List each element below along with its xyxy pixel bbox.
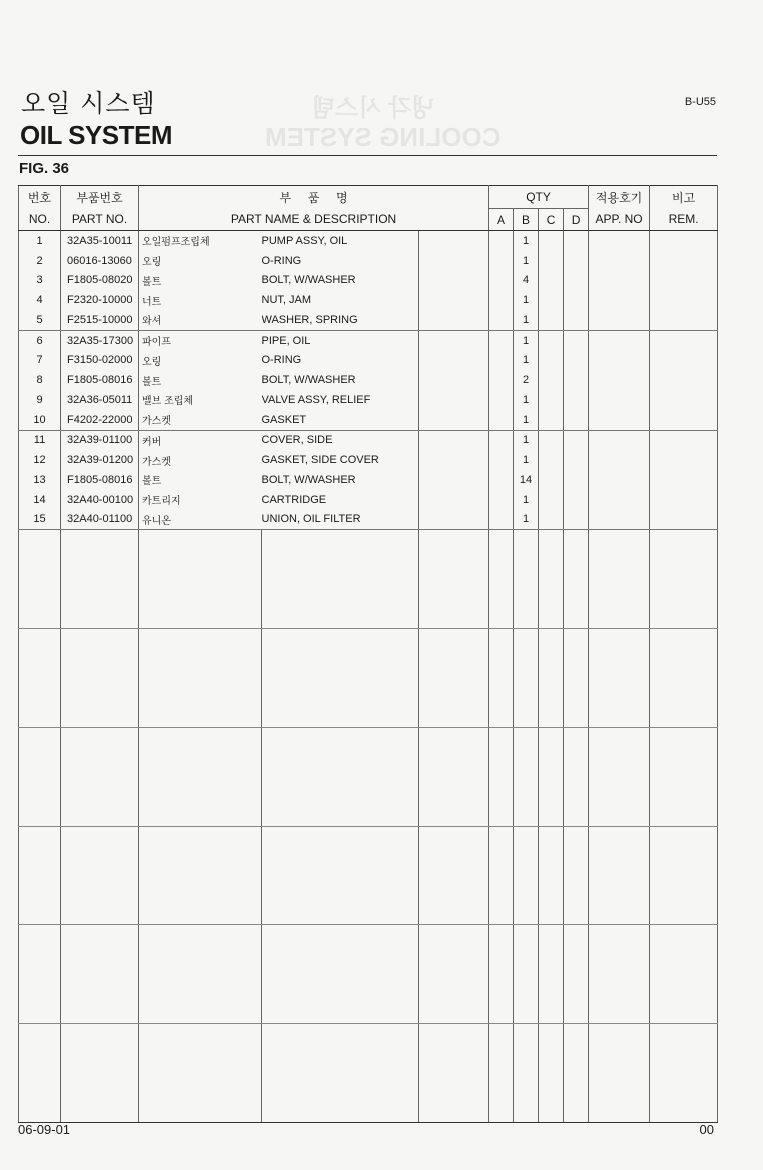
blank-row (19, 925, 718, 1024)
footer-page-number: 00 (699, 1122, 714, 1137)
row-name-english: NUT, JAM (262, 290, 419, 310)
row-qty-c (539, 310, 564, 330)
bleed-through-text: 냉각 시스템 (312, 95, 435, 122)
row-remark (650, 410, 718, 430)
bleed-through-text: COOLING SYSTEM (265, 122, 501, 152)
blank-row (19, 530, 718, 629)
row-name-spacer (419, 430, 489, 450)
col-name-en: PART NAME & DESCRIPTION (139, 209, 489, 231)
row-remark (650, 490, 718, 510)
row-remark (650, 251, 718, 271)
row-name-english: GASKET, SIDE COVER (262, 450, 419, 470)
row-name-spacer (419, 310, 489, 330)
row-qty-d (564, 290, 589, 310)
col-app-en: APP. NO (589, 209, 650, 231)
row-remark (650, 370, 718, 390)
col-qty: QTY (489, 186, 589, 209)
col-part-no-ko: 부품번호 (61, 186, 139, 209)
row-part-number: F2515-10000 (61, 310, 139, 330)
row-qty-b: 1 (514, 351, 539, 371)
row-qty-b: 1 (514, 330, 539, 350)
row-name-korean: 와셔 (139, 310, 262, 330)
row-qty-a (489, 510, 514, 530)
row-part-number: F1805-08016 (61, 370, 139, 390)
table-row (19, 510, 718, 530)
row-qty-b: 1 (514, 390, 539, 410)
row-name-korean: 오링 (139, 351, 262, 371)
row-qty-d (564, 470, 589, 490)
row-app-no (589, 231, 650, 251)
row-remark (650, 390, 718, 410)
table-row (19, 271, 718, 291)
row-name-english: PIPE, OIL (262, 330, 419, 350)
row-qty-c (539, 410, 564, 430)
row-part-number: 32A35-17300 (61, 330, 139, 350)
row-app-no (589, 510, 650, 530)
row-part-number: 32A40-01100 (61, 510, 139, 530)
row-qty-b: 1 (514, 510, 539, 530)
row-qty-a (489, 310, 514, 330)
row-qty-c (539, 370, 564, 390)
row-part-number: F4202-22000 (61, 410, 139, 430)
blank-row (19, 1024, 718, 1123)
col-qty-d: D (564, 209, 589, 231)
col-name-ko: 부 품 명 (139, 186, 489, 209)
row-qty-d (564, 271, 589, 291)
row-qty-b: 1 (514, 290, 539, 310)
col-no-en: NO. (19, 209, 61, 231)
row-qty-b: 14 (514, 470, 539, 490)
row-part-number: 32A39-01100 (61, 430, 139, 450)
row-qty-d (564, 330, 589, 350)
row-name-spacer (419, 510, 489, 530)
row-number: 13 (19, 470, 61, 490)
row-name-korean: 커버 (139, 430, 262, 450)
row-qty-a (489, 390, 514, 410)
row-qty-a (489, 290, 514, 310)
row-name-english: COVER, SIDE (262, 430, 419, 450)
row-number: 3 (19, 271, 61, 291)
row-qty-d (564, 430, 589, 450)
row-part-number: F3150-02000 (61, 351, 139, 371)
row-name-english: CARTRIDGE (262, 490, 419, 510)
row-name-spacer (419, 351, 489, 371)
row-remark (650, 290, 718, 310)
row-qty-a (489, 351, 514, 371)
row-app-no (589, 370, 650, 390)
row-remark (650, 470, 718, 490)
row-qty-a (489, 231, 514, 251)
col-rem-ko: 비고 (650, 186, 718, 209)
row-name-english: BOLT, W/WASHER (262, 470, 419, 490)
row-part-number: 32A39-01200 (61, 450, 139, 470)
table-row (19, 251, 718, 271)
row-part-number: F1805-08020 (61, 271, 139, 291)
row-qty-a (489, 330, 514, 350)
row-qty-d (564, 510, 589, 530)
row-number: 9 (19, 390, 61, 410)
row-qty-a (489, 251, 514, 271)
row-qty-b: 1 (514, 410, 539, 430)
row-remark (650, 330, 718, 350)
row-qty-c (539, 430, 564, 450)
row-qty-b: 2 (514, 370, 539, 390)
col-qty-c: C (539, 209, 564, 231)
parts-table-body (19, 231, 718, 1123)
blank-row (19, 727, 718, 826)
row-name-spacer (419, 330, 489, 350)
row-app-no (589, 410, 650, 430)
table-row (19, 430, 718, 450)
row-qty-b: 1 (514, 310, 539, 330)
col-part-no-en: PART NO. (61, 209, 139, 231)
row-part-number: 32A35-10011 (61, 231, 139, 251)
row-number: 15 (19, 510, 61, 530)
row-qty-a (489, 370, 514, 390)
row-qty-a (489, 490, 514, 510)
row-name-english: WASHER, SPRING (262, 310, 419, 330)
row-number: 7 (19, 351, 61, 371)
row-number: 5 (19, 310, 61, 330)
row-name-spacer (419, 490, 489, 510)
row-app-no (589, 310, 650, 330)
row-name-korean: 가스켓 (139, 450, 262, 470)
row-qty-c (539, 390, 564, 410)
row-name-spacer (419, 251, 489, 271)
row-qty-b: 1 (514, 251, 539, 271)
figure-number: FIG. 36 (19, 160, 70, 177)
row-name-korean: 유니온 (139, 510, 262, 530)
row-name-korean: 카트리지 (139, 490, 262, 510)
row-qty-c (539, 351, 564, 371)
row-name-spacer (419, 450, 489, 470)
row-qty-b: 4 (514, 271, 539, 291)
row-name-korean: 너트 (139, 290, 262, 310)
row-qty-d (564, 450, 589, 470)
row-remark (650, 510, 718, 530)
row-qty-d (564, 370, 589, 390)
row-app-no (589, 430, 650, 450)
row-qty-c (539, 510, 564, 530)
row-name-spacer (419, 290, 489, 310)
row-name-korean: 볼트 (139, 470, 262, 490)
col-no-ko: 번호 (19, 186, 61, 209)
row-number: 6 (19, 330, 61, 350)
row-name-spacer (419, 271, 489, 291)
row-qty-b: 1 (514, 430, 539, 450)
table-row (19, 351, 718, 371)
row-remark (650, 450, 718, 470)
row-qty-d (564, 390, 589, 410)
row-app-no (589, 390, 650, 410)
row-qty-a (489, 271, 514, 291)
table-row (19, 390, 718, 410)
footer-date: 06-09-01 (18, 1122, 71, 1137)
row-qty-c (539, 231, 564, 251)
row-app-no (589, 490, 650, 510)
table-row (19, 290, 718, 310)
row-name-english: BOLT, W/WASHER (262, 370, 419, 390)
blank-row (19, 826, 718, 925)
row-qty-d (564, 351, 589, 371)
row-name-spacer (419, 410, 489, 430)
row-remark (650, 351, 718, 371)
col-qty-b: B (514, 209, 539, 231)
table-row (19, 310, 718, 330)
row-app-no (589, 271, 650, 291)
row-remark (650, 271, 718, 291)
row-name-english: O-RING (262, 251, 419, 271)
row-number: 11 (19, 430, 61, 450)
row-qty-a (489, 410, 514, 430)
row-name-spacer (419, 470, 489, 490)
row-part-number: 32A40-00100 (61, 490, 139, 510)
col-qty-a: A (489, 209, 514, 231)
row-name-korean: 가스켓 (139, 410, 262, 430)
row-part-number: F2320-10000 (61, 290, 139, 310)
table-row (19, 490, 718, 510)
page-title-korean: 오일 시스템 (21, 89, 156, 118)
row-app-no (589, 450, 650, 470)
row-qty-c (539, 251, 564, 271)
row-number: 4 (19, 290, 61, 310)
row-qty-c (539, 470, 564, 490)
row-name-english: BOLT, W/WASHER (262, 271, 419, 291)
row-part-number: F1805-08016 (61, 470, 139, 490)
row-name-korean: 파이프 (139, 330, 262, 350)
row-name-korean: 밸브 조립체 (139, 390, 262, 410)
row-qty-c (539, 490, 564, 510)
row-name-english: GASKET (262, 410, 419, 430)
col-rem-en: REM. (650, 209, 718, 231)
row-qty-a (489, 450, 514, 470)
table-row (19, 370, 718, 390)
row-app-no (589, 251, 650, 271)
row-app-no (589, 351, 650, 371)
row-app-no (589, 470, 650, 490)
row-qty-d (564, 251, 589, 271)
section-code: B-U55 (684, 96, 716, 108)
row-name-english: O-RING (262, 351, 419, 371)
table-row (19, 410, 718, 430)
row-name-spacer (419, 370, 489, 390)
row-remark (650, 310, 718, 330)
row-name-spacer (419, 231, 489, 251)
row-name-english: VALVE ASSY, RELIEF (262, 390, 419, 410)
row-qty-c (539, 330, 564, 350)
table-row (19, 330, 718, 350)
row-number: 14 (19, 490, 61, 510)
row-qty-c (539, 450, 564, 470)
row-qty-c (539, 290, 564, 310)
row-qty-a (489, 470, 514, 490)
row-app-no (589, 290, 650, 310)
row-qty-a (489, 430, 514, 450)
row-qty-b: 1 (514, 231, 539, 251)
row-name-english: UNION, OIL FILTER (262, 510, 419, 530)
row-name-spacer (419, 390, 489, 410)
row-qty-d (564, 231, 589, 251)
table-row (19, 470, 718, 490)
row-qty-b: 1 (514, 490, 539, 510)
row-remark (650, 231, 718, 251)
table-row (19, 231, 718, 251)
row-part-number: 32A36-05011 (61, 390, 139, 410)
title-divider (18, 155, 717, 156)
row-name-korean: 볼트 (139, 271, 262, 291)
row-number: 2 (19, 251, 61, 271)
page-title-english: OIL SYSTEM (20, 120, 172, 150)
row-qty-c (539, 271, 564, 291)
blank-row (19, 629, 718, 728)
row-remark (650, 430, 718, 450)
row-app-no (589, 330, 650, 350)
row-part-number: 06016-13060 (61, 251, 139, 271)
row-number: 1 (19, 231, 61, 251)
table-row (19, 450, 718, 470)
parts-table (18, 185, 718, 1123)
row-number: 8 (19, 370, 61, 390)
row-name-english: PUMP ASSY, OIL (262, 231, 419, 251)
row-name-korean: 오일펌프조립체 (139, 231, 262, 251)
row-qty-b: 1 (514, 450, 539, 470)
row-name-korean: 오링 (139, 251, 262, 271)
row-name-korean: 볼트 (139, 370, 262, 390)
col-app-ko: 적용호기 (589, 186, 650, 209)
row-number: 10 (19, 410, 61, 430)
row-qty-d (564, 490, 589, 510)
row-number: 12 (19, 450, 61, 470)
row-qty-d (564, 310, 589, 330)
row-qty-d (564, 410, 589, 430)
